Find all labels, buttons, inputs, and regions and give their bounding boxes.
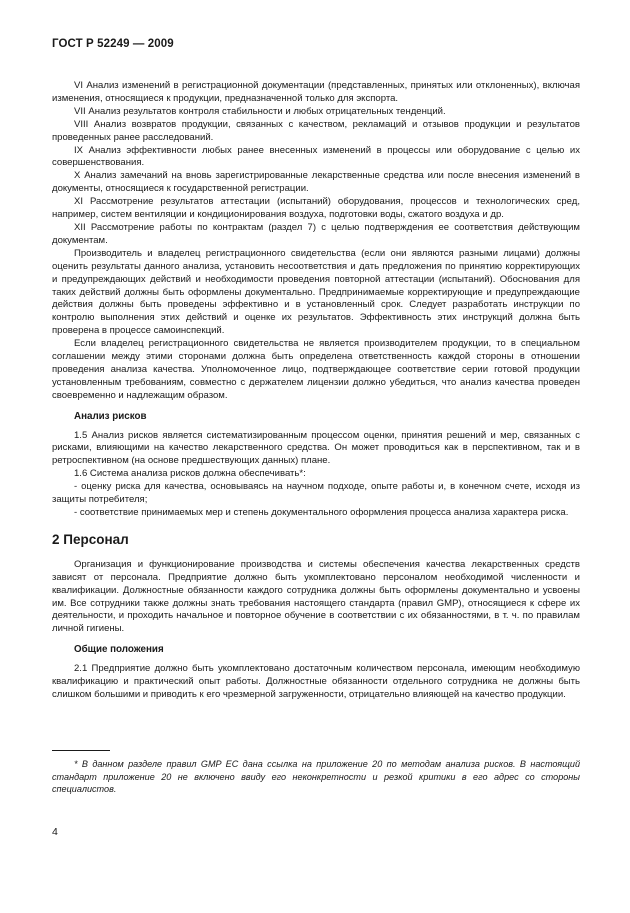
paragraph-review-vi: VI Анализ изменений в регистрационной документации (представленных, принятых или отклоненных), включая изменения, относящиеся к продукции, предназначенной только для экспорта. — [52, 80, 580, 104]
paragraph-review-vii: VII Анализ результатов контроля стабильности и любых отрицательных тенденций. — [74, 105, 446, 117]
footnote: * В данном разделе правил GMP ЕС дана ссылка на приложение 20 по методам анализа рисков. В настоящий стандарт приложение 20 не включено ввиду его неконкретности и резкой критики в его адрес со стороны специалистов. — [52, 759, 580, 795]
paragraph-producer-evaluation: Производитель и владелец регистрационного свидетельства (если они являются разными лицами) должны оценить результаты данного анализа, установить несоответствия и дать предложения по принятию корректирующих и предупреждающих действий и необходимости проведения повторной аттестации (испытаний). Обоснования для таких действий должны быть оформлены документально. Предпринимаемые корректирующие и предупреждающие действия должны быть проведены эффективно и в установленный срок. Следует разработать инструкции по контролю выполнения этих действий и оценке их результатов. Эффективность этих инструкций должна быть проверена в процессе самоинспекций. — [52, 247, 580, 337]
paragraph-review-viii: VIII Анализ возвратов продукции, связанных с качеством, рекламаций и отзывов продукции и результатов проведенных ранее расследований. — [52, 118, 580, 143]
paragraph-license-holder: Если владелец регистрационного свидетельства не является производителем продукции, то в специальном соглашении между этими сторонами должна быть определена ответственность каждой стороны в отношении проведения анализа качества. Уполномоченное лицо, подтверждающее соответствие серии готовой продукции установленным требованиям, совместно с держателем лицензии должно убедиться, что анализ качества проведен своевременно и надлежащим образом. — [52, 338, 580, 401]
paragraph-personnel-intro: Организация и функционирование производства и системы обеспечения качества лекарственных средств зависят от персонала. Предприятие должно быть укомплектовано персоналом необходимой численности и квалификации. Должностные обязанности каждого сотрудника должны быть оформлены документально и усвоены им. Все сотрудники также должны знать требования настоящего стандарта (правил GMP), относящиеся к сфере их деятельности, и проходить начальное и повторное обучение в соответствии с их обязанностями, в т. ч. по правилам личной гигиены. — [52, 558, 580, 635]
paragraph-review-xii: XII Рассмотрение работы по контрактам (раздел 7) с целью подтверждения ее соответствия действующим документам. — [52, 221, 580, 246]
footnote-separator — [52, 750, 110, 751]
general-provisions-heading: Общие положения — [74, 644, 164, 656]
main-text — [52, 80, 580, 702]
page-number: 4 — [52, 826, 58, 838]
paragraph-2-1: 2.1 Предприятие должно быть укомплектовано достаточным количеством персонала, имеющим необходимую квалификацию и практический опыт работы. Должностные обязанности отдельного сотрудника не должны быть слишком большими и приводить к его чрезмерной загруженности, отрицательно влияющей на качество продукции. — [52, 663, 580, 700]
section-2-heading: 2 Персонал — [52, 531, 129, 547]
paragraph-review-x: X Анализ замечаний на вновь зарегистрированные лекарственные средства или после внесения изменений в документы, относящиеся к государственной регистрации. — [52, 170, 580, 195]
bullet-risk-assessment: - оценку риска для качества, основываясь на научном подходе, опыте работы и, в конечном счете, исходя из защиты потребителя; — [52, 481, 580, 506]
paragraph-1-5: 1.5 Анализ рисков является систематизированным процессом оценки, принятия решений и мер, связанных с рисками, влияющими на качество лекарственного средства. Он может проводиться как в перспективном, так и в ретроспективном (на основе предшествующих данных) плане. — [52, 429, 580, 467]
paragraph-1-6: 1.6 Система анализа рисков должна обеспечивать*: — [74, 468, 306, 480]
risk-analysis-heading: Анализ рисков — [74, 410, 147, 422]
paragraph-review-ix: IX Анализ эффективности любых ранее внесенных изменений в процессы или оборудование с целью их совершенствования. — [52, 144, 580, 169]
paragraph-review-xi: XI Рассмотрение результатов аттестации (испытаний) оборудования, процессов и технологических сред, например, систем вентиляции и кондиционирования воздуха, подготовки воды, сжатого воздуха и др. — [52, 196, 580, 221]
page-header-doc-id: ГОСТ Р 52249 — 2009 — [52, 38, 174, 50]
bullet-measures-compliance: - соответствие принимаемых мер и степень документального оформления процесса анализа характера риска. — [74, 507, 569, 518]
